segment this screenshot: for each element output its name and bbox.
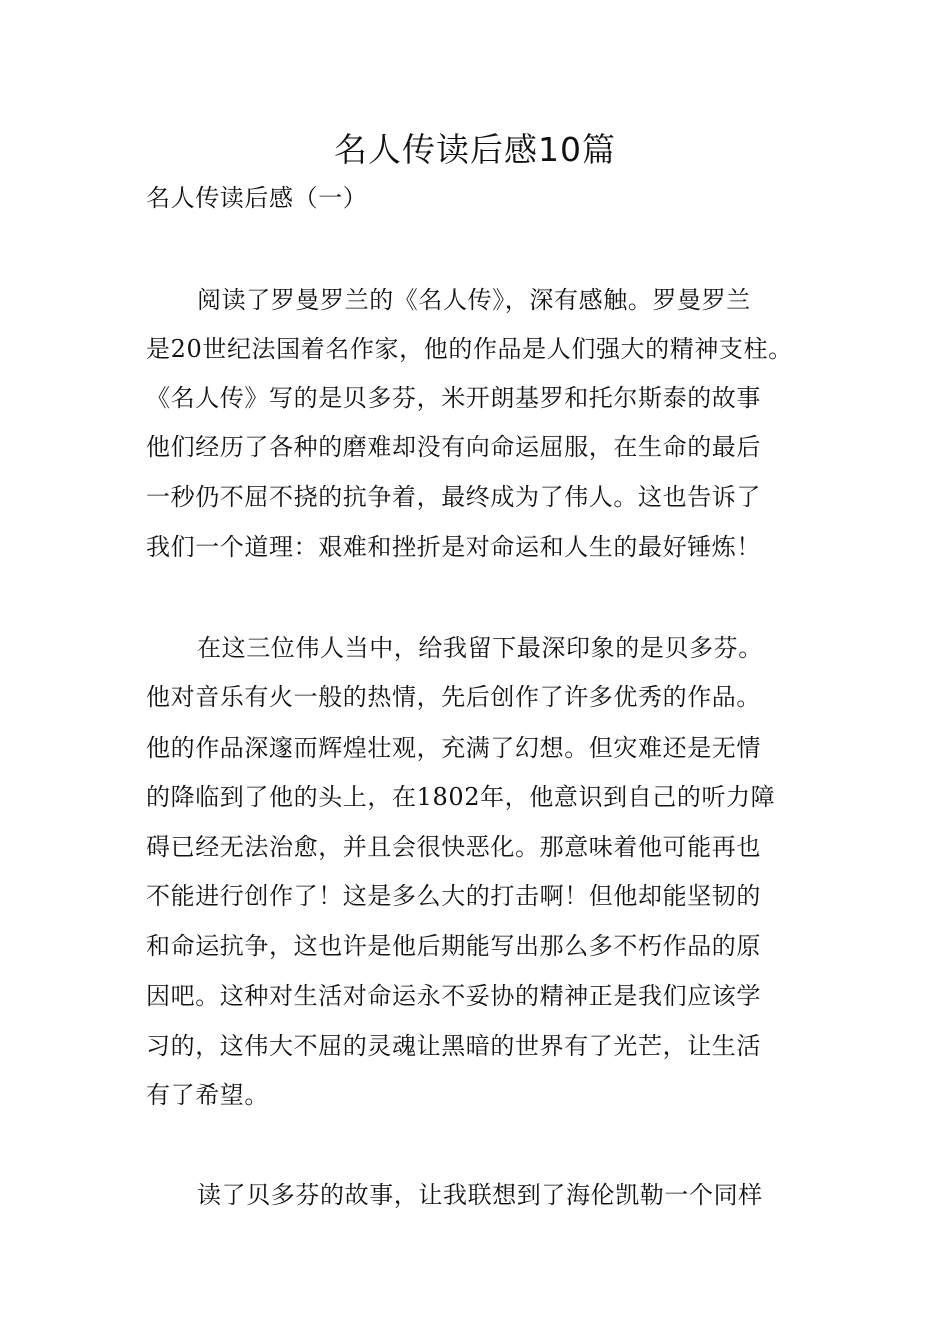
- paragraph-line: 是20世纪法国着名作家，他的作品是人们强大的精神支柱。: [146, 335, 793, 363]
- paragraph-line: 我们一个道理：艰难和挫折是对命运和人生的最好锤炼！: [146, 533, 761, 561]
- section-heading: 名人传读后感（一）: [146, 184, 368, 212]
- paragraph-line: 因吧。这种对生活对命运永不妥协的精神正是我们应该学: [146, 982, 761, 1010]
- paragraph-line: 不能进行创作了！这是多么大的打击啊！但他却能坚韧的: [146, 882, 761, 910]
- paragraph-line: 读了贝多芬的故事，让我联想到了海伦凯勒一个同样: [197, 1181, 763, 1209]
- paragraph-line: 在这三位伟人当中，给我留下最深印象的是贝多芬。: [197, 634, 763, 662]
- paragraph-line: 《名人传》写的是贝多芬，米开朗基罗和托尔斯泰的故事: [146, 384, 761, 412]
- paragraph-line: 一秒仍不屈不挠的抗争着，最终成为了伟人。这也告诉了: [146, 483, 761, 511]
- paragraph-line: 和命运抗争，这也许是他后期能写出那么多不朽作品的原: [146, 932, 761, 960]
- paragraph-line: 他对音乐有火一般的热情，先后创作了许多优秀的作品。: [146, 683, 761, 711]
- paragraph-line: 他的作品深邃而辉煌壮观，充满了幻想。但灾难还是无情: [146, 734, 761, 762]
- paragraph-line: 的降临到了他的头上，在1802年，他意识到自己的听力障: [146, 783, 776, 811]
- paragraph-line: 碍已经无法治愈，并且会很快恶化。那意味着他可能再也: [146, 833, 761, 861]
- paragraph-line: 有了希望。: [146, 1081, 269, 1109]
- paragraph-line: 习的，这伟大不屈的灵魂让黑暗的世界有了光芒，让生活: [146, 1032, 761, 1060]
- paragraph-line: 他们经历了各种的磨难却没有向命运屈服，在生命的最后: [146, 433, 761, 461]
- paragraph-line: 阅读了罗曼罗兰的《名人传》，深有感触。罗曼罗兰: [197, 286, 751, 314]
- document-title: 名人传读后感10篇: [334, 130, 616, 169]
